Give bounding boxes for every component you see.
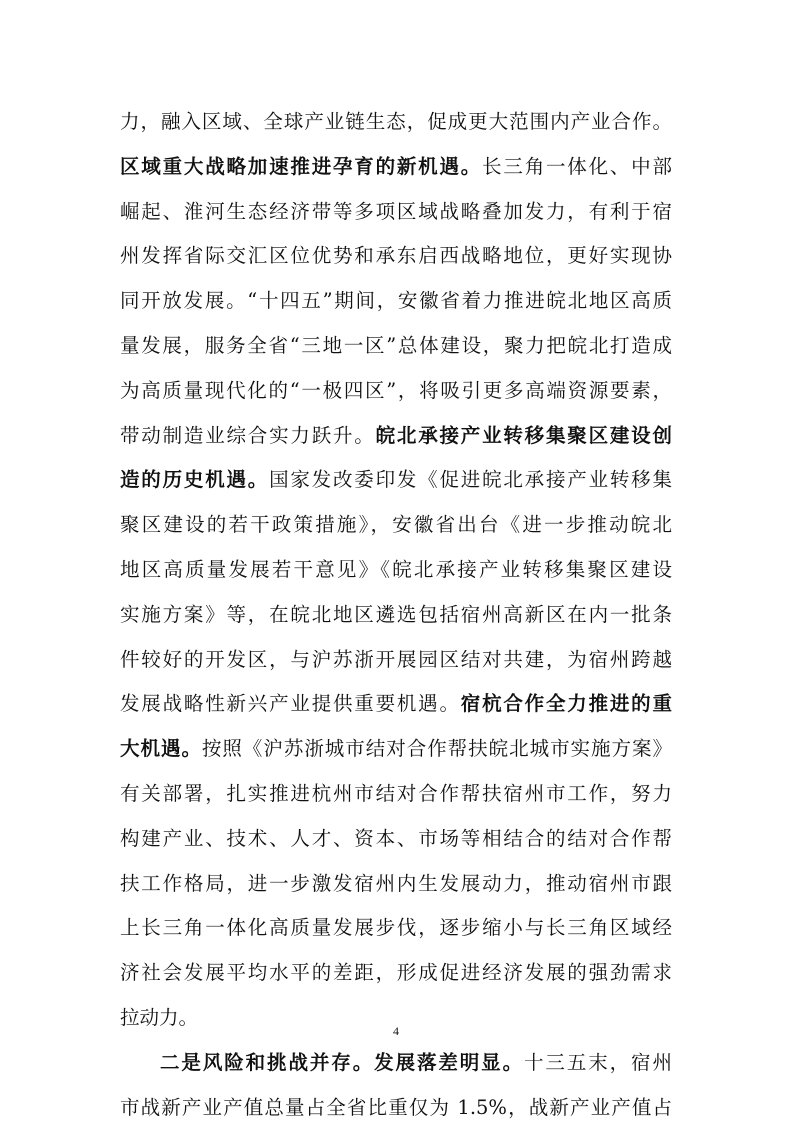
text-run: 同开放发展。“十四五”期间，安徽省着力推进皖北地区高质	[120, 289, 672, 313]
text-line-6	[120, 324, 672, 369]
text-run: 件较好的开发区，与沪苏浙开展园区结对共建，为宿州跨越	[120, 647, 672, 671]
text-line-14	[120, 682, 672, 727]
bold-heading-run: 造的历史机遇。	[120, 468, 270, 492]
text-line-22	[120, 1041, 672, 1086]
text-run: 上长三角一体化高质量发展步伐，逐步缩小与长三角区域经	[120, 916, 672, 940]
text-line-10	[120, 503, 672, 548]
text-line-4	[120, 234, 672, 279]
text-run: 实施方案》等，在皖北地区遴选包括宿州高新区在内一批条	[120, 602, 672, 626]
text-run: 有关部署，扎实推进杭州市结对合作帮扶宿州市工作，努力	[120, 781, 672, 805]
bold-heading-run: 皖北承接产业转移集聚区建设创	[375, 423, 672, 447]
text-run: 地区高质量发展若干意见》《皖北承接产业转移集聚区建设	[120, 557, 672, 581]
text-run: 扶工作格局，进一步激发宿州内生发展动力，推动宿州市跟	[120, 871, 672, 895]
text-line-13	[120, 638, 672, 683]
text-run: 按照《沪苏浙城市结对合作帮扶皖北城市实施方案》	[201, 737, 672, 761]
text-line-8	[120, 414, 672, 459]
text-run: 带动制造业综合实力跃升。	[120, 423, 376, 447]
text-run: 市战新产业产值总量占全省比重仅为 1.5%，战新产业产值占	[120, 1095, 672, 1119]
text-line-11	[120, 548, 672, 593]
bold-heading-run: 二是风险和挑战并存。发展落差明显。	[160, 1050, 524, 1074]
text-run: 量发展，服务全省“三地一区”总体建设，聚力把皖北打造成	[120, 333, 672, 357]
text-line-12	[120, 593, 672, 638]
text-run: 州发挥省际交汇区位优势和承东启西战略地位，更好实现协	[120, 244, 672, 268]
text-line-19	[120, 906, 672, 951]
text-line-23	[120, 1086, 672, 1130]
text-line-3	[120, 190, 672, 235]
text-line-15	[120, 727, 672, 772]
text-run: 十三五末，宿州	[524, 1050, 672, 1074]
text-run: 崛起、淮河生态经济带等多项区域战略叠加发力，有利于宿	[120, 199, 672, 223]
text-run: 聚区建设的若干政策措施》，安徽省出台《进一步推动皖北	[120, 513, 672, 537]
text-run: 构建产业、技术、人才、资本、市场等相结合的结对合作帮	[120, 826, 672, 850]
text-line-5	[120, 279, 672, 324]
text-line-17	[120, 817, 672, 862]
text-run: 力，融入区域、全球产业链生态，促成更大范围内产业合作。	[120, 110, 672, 133]
bold-heading-run: 区域重大战略加速推进孕育的新机遇。	[120, 154, 483, 178]
bold-heading-run: 大机遇。	[120, 737, 202, 761]
text-line-18	[120, 862, 672, 907]
text-line-9	[120, 458, 672, 503]
text-run: 发展战略性新兴产业提供重要机遇。	[120, 692, 461, 716]
text-line-1	[120, 100, 672, 145]
text-line-2	[120, 145, 672, 190]
text-run: 为高质量现代化的“一极四区”，将吸引更多高端资源要素，	[120, 378, 672, 402]
bold-heading-run: 宿杭合作全力推进的重	[460, 692, 672, 716]
text-run: 长三角一体化、中部	[482, 154, 672, 178]
body-text	[120, 100, 672, 1130]
text-line-20	[120, 951, 672, 996]
text-run: 济社会发展平均水平的差距，形成促进经济发展的强劲需求	[120, 961, 672, 985]
text-run: 拉动力。	[120, 1005, 199, 1029]
text-run: 国家发改委印发《促进皖北承接产业转移集	[269, 468, 672, 492]
text-line-7	[120, 369, 672, 414]
text-line-16	[120, 772, 672, 817]
page-number: 4	[393, 1024, 399, 1038]
